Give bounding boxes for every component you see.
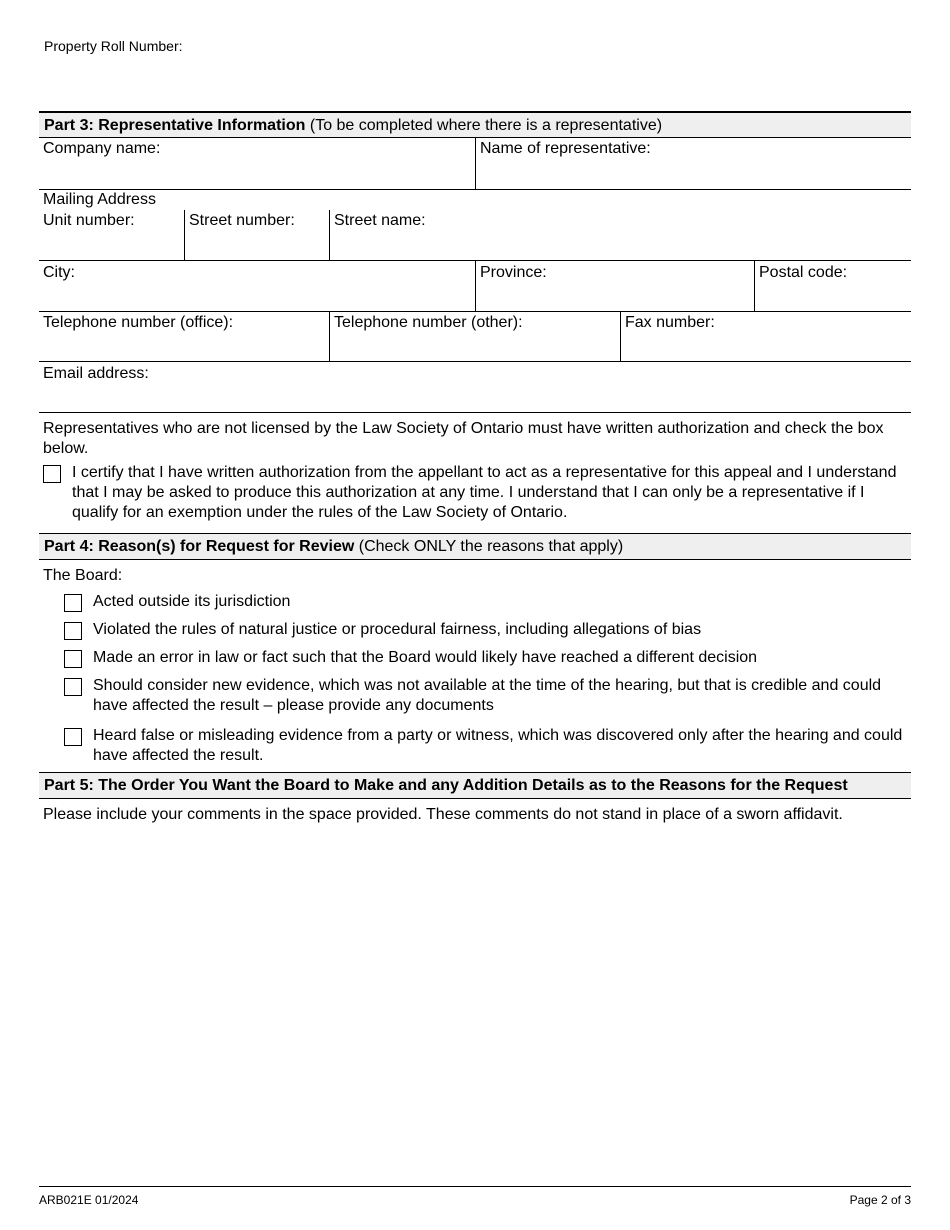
email-address-label: Email address:: [43, 365, 149, 382]
reason-checkbox-new-evidence[interactable]: [64, 678, 82, 696]
page-footer: [39, 1186, 911, 1207]
comments-area[interactable]: [39, 831, 911, 1171]
reason-label: Should consider new evidence, which was not available at the time of the hearing, but that is credible and could have affected the result – please provide any documents: [93, 677, 882, 714]
form-code: ARB021E 01/2024: [39, 1193, 139, 1207]
unit-number-field[interactable]: [39, 210, 184, 260]
mailing-address-block: [39, 190, 911, 261]
fax-number-field[interactable]: [620, 312, 911, 361]
reason-item: [64, 726, 907, 766]
reason-checkbox-natural-justice[interactable]: [64, 622, 82, 640]
telephone-other-label: Telephone number (other):: [334, 314, 523, 331]
postal-code-field[interactable]: [754, 261, 911, 311]
part4-header: [39, 533, 911, 560]
reasons-block: [39, 560, 911, 772]
reason-checkbox-false-evidence[interactable]: [64, 728, 82, 746]
reason-item: [64, 620, 907, 640]
company-name-field[interactable]: [39, 138, 475, 189]
part5-header: [39, 772, 911, 799]
street-number-label: Street number:: [189, 212, 295, 229]
certify-checkbox[interactable]: [43, 465, 61, 483]
reason-item: [64, 676, 907, 716]
part3-subtitle: (To be completed where there is a representative): [309, 117, 663, 134]
reason-item: [64, 648, 907, 668]
reason-label: Violated the rules of natural justice or procedural fairness, including allegations of bias: [93, 621, 702, 638]
street-row: [39, 210, 911, 261]
street-name-label: Street name:: [334, 212, 426, 229]
email-row: [39, 362, 911, 413]
email-address-field[interactable]: [39, 362, 911, 412]
mailing-address-heading: [39, 190, 911, 210]
city-label: City:: [43, 264, 75, 281]
part5-title: Part 5: The Order You Want the Board to Make and any Addition Details as to the Reasons for the Request: [44, 777, 848, 794]
page-number: Page 2 of 3: [849, 1193, 911, 1207]
city-row: [39, 261, 911, 312]
phone-row: [39, 312, 911, 362]
street-name-field[interactable]: [329, 210, 911, 260]
certify-text: I certify that I have written authorization from the appellant to act as a representative for this appeal and I understand that I may be asked to produce this authorization at any time. I understand that I can only be a representative if I qualify for an exemption under the rules of the Law Society of Ontario.: [72, 464, 897, 521]
company-name-label: Company name:: [43, 140, 161, 157]
reason-item: [64, 592, 907, 612]
reason-label: Acted outside its jurisdiction: [93, 593, 291, 610]
board-intro: The Board:: [43, 567, 123, 584]
part4-title: Part 4: Reason(s) for Request for Review: [44, 538, 355, 555]
form-body: [39, 111, 911, 1171]
reasons-list: [43, 592, 907, 766]
telephone-other-field[interactable]: [329, 312, 620, 361]
certify-row: [39, 463, 911, 523]
postal-code-label: Postal code:: [759, 264, 848, 281]
fax-number-label: Fax number:: [625, 314, 715, 331]
telephone-office-field[interactable]: [39, 312, 329, 361]
part3-title: Part 3: Representative Information: [44, 117, 306, 134]
authorization-block: [39, 413, 911, 533]
representative-name-field[interactable]: [475, 138, 911, 189]
city-field[interactable]: [39, 261, 475, 311]
part5-instructions: Please include your comments in the space provided. These comments do not stand in place of a sworn affidavit.: [43, 806, 843, 823]
reason-checkbox-error-in-law[interactable]: [64, 650, 82, 668]
reason-label: Made an error in law or fact such that the Board would likely have reached a different decision: [93, 649, 758, 666]
reason-checkbox-jurisdiction[interactable]: [64, 594, 82, 612]
province-field[interactable]: [475, 261, 754, 311]
street-number-field[interactable]: [184, 210, 329, 260]
authorization-notice: Representatives who are not licensed by the Law Society of Ontario must have written authorization and check the box below.: [43, 420, 884, 457]
province-label: Province:: [480, 264, 547, 281]
property-roll-number-label: Property Roll Number:: [44, 38, 183, 54]
representative-name-label: Name of representative:: [480, 140, 651, 157]
reason-label: Heard false or misleading evidence from a party or witness, which was discovered only after the hearing and could have affected the result.: [93, 727, 903, 764]
telephone-office-label: Telephone number (office):: [43, 314, 234, 331]
mailing-address-label: Mailing Address: [43, 191, 156, 208]
part4-subtitle: (Check ONLY the reasons that apply): [358, 538, 624, 555]
company-row: [39, 138, 911, 190]
unit-number-label: Unit number:: [43, 212, 135, 229]
part3-header: [39, 111, 911, 138]
